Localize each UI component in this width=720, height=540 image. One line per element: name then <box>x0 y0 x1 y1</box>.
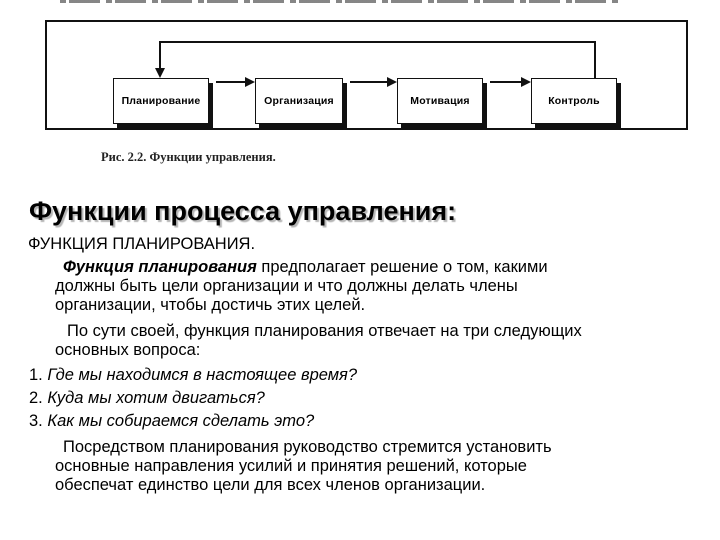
question-3-number: 3. <box>29 412 48 430</box>
feedback-line <box>160 42 595 78</box>
question-3 <box>0 412 720 430</box>
feedback-arrowhead <box>155 68 165 78</box>
para1-line3: организации, чтобы достичь этих целей. <box>55 296 366 314</box>
para3-line2: основные направления усилий и принятия решений, которые <box>55 457 527 475</box>
page-title: Функции процесса управления: <box>29 196 457 226</box>
question-2-text: Куда мы хотим двигаться? <box>47 389 265 407</box>
section-subheading: ФУНКЦИЯ ПЛАНИРОВАНИЯ. <box>28 235 256 253</box>
para2-line1: По сути своей, функция планирования отвечает на три следующих <box>67 322 582 340</box>
para1-term: Функция планирования <box>63 258 257 276</box>
question-1-text: Где мы находимся в настоящее время? <box>47 366 358 384</box>
management-functions-diagram <box>45 20 688 130</box>
arrow-2-head <box>387 77 397 87</box>
box-motivation: Мотивация <box>397 78 483 124</box>
arrow-3-head <box>521 77 531 87</box>
box-organization: Организация <box>255 78 343 124</box>
para3-line3: обеспечат единство цели для всех членов организации. <box>55 476 486 494</box>
para1-rest: предполагает решение о том, какими <box>256 258 548 276</box>
figure-caption: Рис. 2.2. Функции управления. <box>101 150 276 164</box>
question-1 <box>0 366 720 384</box>
question-2 <box>0 389 720 407</box>
question-3-text: Как мы собираемся сделать это? <box>47 412 315 430</box>
para2-line2: основных вопроса: <box>55 341 201 359</box>
para1-line1 <box>0 258 720 276</box>
scan-edge <box>60 0 620 3</box>
box-planning: Планирование <box>113 78 209 124</box>
para1-line2: должны быть цели организации и что должны делать члены <box>55 277 518 295</box>
para3-line1: Посредством планирования руководство стремится установить <box>63 438 552 456</box>
question-2-number: 2. <box>29 389 48 407</box>
question-1-number: 1. <box>29 366 48 384</box>
arrow-1-head <box>245 77 255 87</box>
box-control: Контроль <box>531 78 617 124</box>
